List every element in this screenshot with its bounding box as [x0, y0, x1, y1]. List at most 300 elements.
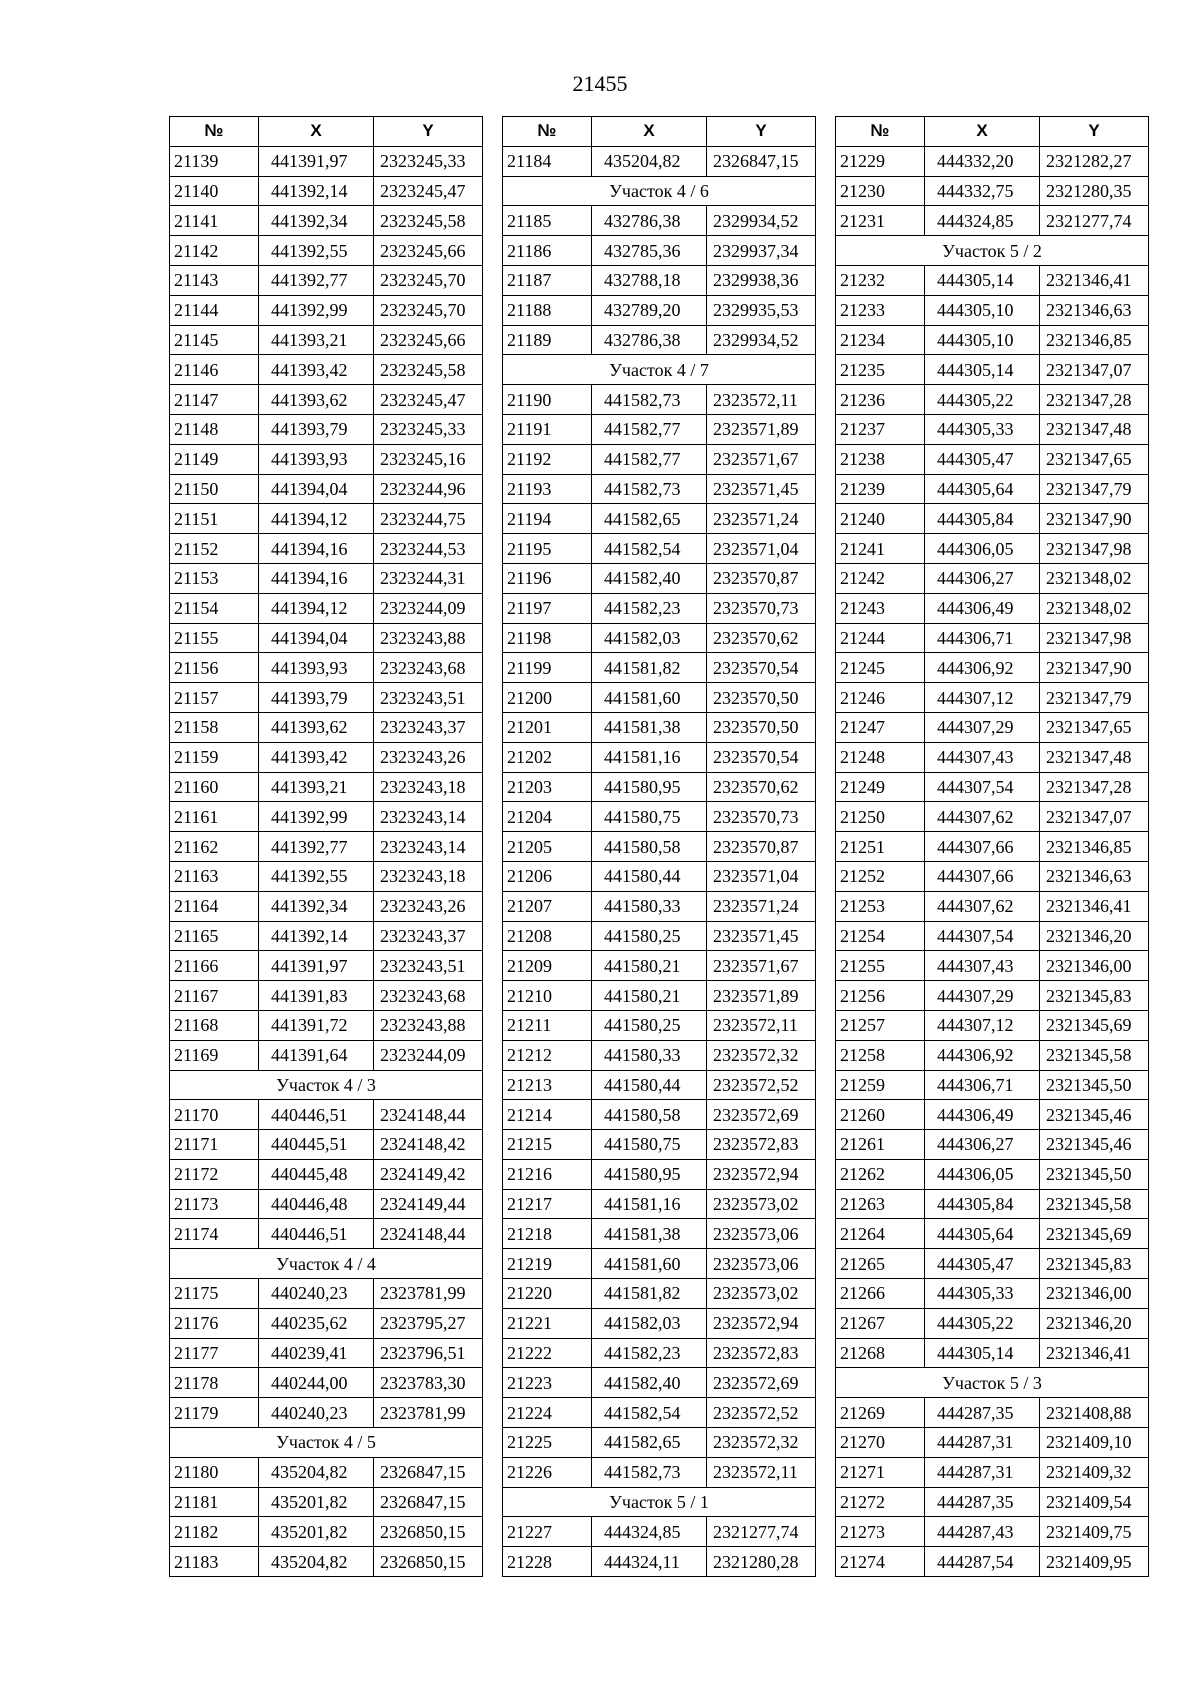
y-coordinate-cell: 2321345,46 — [1040, 1100, 1149, 1130]
x-coordinate-cell: 435204,82 — [259, 1457, 374, 1487]
table-row — [836, 1189, 1149, 1219]
point-number-cell: 21173 — [170, 1189, 259, 1219]
header-x: X — [592, 117, 707, 147]
y-coordinate-cell: 2324149,42 — [374, 1159, 483, 1189]
point-number-cell: 21274 — [836, 1547, 925, 1577]
table-row — [503, 1428, 816, 1458]
x-coordinate-cell: 441581,60 — [592, 1249, 707, 1279]
y-coordinate-cell: 2321347,48 — [1040, 414, 1149, 444]
x-coordinate-cell: 441391,97 — [259, 951, 374, 981]
point-number-cell: 21151 — [170, 504, 259, 534]
point-number-cell: 21235 — [836, 355, 925, 385]
table-row — [170, 593, 483, 623]
table-row — [170, 1040, 483, 1070]
x-coordinate-cell: 441391,64 — [259, 1040, 374, 1070]
point-number-cell: 21157 — [170, 683, 259, 713]
point-number-cell: 21145 — [170, 325, 259, 355]
table-row — [503, 295, 816, 325]
table-row — [503, 1159, 816, 1189]
table-row — [836, 802, 1149, 832]
table-row — [503, 1130, 816, 1160]
y-coordinate-cell: 2323570,50 — [707, 712, 816, 742]
y-coordinate-cell: 2321277,74 — [707, 1517, 816, 1547]
x-coordinate-cell: 444307,62 — [925, 891, 1040, 921]
section-title: Участок 4 / 7 — [503, 355, 816, 385]
x-coordinate-cell: 444307,29 — [925, 981, 1040, 1011]
point-number-cell: 21150 — [170, 474, 259, 504]
x-coordinate-cell: 435204,82 — [592, 146, 707, 176]
page-number: 21455 — [572, 71, 628, 96]
table-row — [836, 623, 1149, 653]
section-row — [836, 1368, 1149, 1398]
y-coordinate-cell: 2323243,37 — [374, 712, 483, 742]
table-row — [503, 1040, 816, 1070]
point-number-cell: 21168 — [170, 1010, 259, 1040]
x-coordinate-cell: 441393,93 — [259, 653, 374, 683]
table-row — [170, 683, 483, 713]
x-coordinate-cell: 444305,47 — [925, 444, 1040, 474]
point-number-cell: 21185 — [503, 206, 592, 236]
point-number-cell: 21232 — [836, 265, 925, 295]
y-coordinate-cell: 2329935,53 — [707, 295, 816, 325]
x-coordinate-cell: 444306,71 — [925, 1070, 1040, 1100]
point-number-cell: 21239 — [836, 474, 925, 504]
y-coordinate-cell: 2323245,33 — [374, 146, 483, 176]
table-row — [170, 176, 483, 206]
point-number-cell: 21162 — [170, 832, 259, 862]
table-row — [503, 414, 816, 444]
x-coordinate-cell: 441582,40 — [592, 563, 707, 593]
table-row — [836, 742, 1149, 772]
y-coordinate-cell: 2321409,32 — [1040, 1457, 1149, 1487]
x-coordinate-cell: 432789,20 — [592, 295, 707, 325]
point-number-cell: 21170 — [170, 1100, 259, 1130]
x-coordinate-cell: 444307,54 — [925, 772, 1040, 802]
x-coordinate-cell: 441582,23 — [592, 593, 707, 623]
y-coordinate-cell: 2323570,62 — [707, 623, 816, 653]
table-row — [170, 712, 483, 742]
table-row — [170, 1457, 483, 1487]
table-row — [503, 1398, 816, 1428]
y-coordinate-cell: 2323243,18 — [374, 861, 483, 891]
x-coordinate-cell: 444306,71 — [925, 623, 1040, 653]
point-number-cell: 21224 — [503, 1398, 592, 1428]
y-coordinate-cell: 2323244,09 — [374, 1040, 483, 1070]
y-coordinate-cell: 2321346,63 — [1040, 295, 1149, 325]
point-number-cell: 21259 — [836, 1070, 925, 1100]
table-row — [170, 1398, 483, 1428]
y-coordinate-cell: 2323571,04 — [707, 861, 816, 891]
x-coordinate-cell: 444306,49 — [925, 593, 1040, 623]
table-row — [836, 1070, 1149, 1100]
table-row — [503, 444, 816, 474]
point-number-cell: 21165 — [170, 921, 259, 951]
y-coordinate-cell: 2323572,94 — [707, 1308, 816, 1338]
x-coordinate-cell: 435201,82 — [259, 1487, 374, 1517]
y-coordinate-cell: 2321409,10 — [1040, 1428, 1149, 1458]
point-number-cell: 21141 — [170, 206, 259, 236]
x-coordinate-cell: 441582,03 — [592, 1308, 707, 1338]
point-number-cell: 21198 — [503, 623, 592, 653]
point-number-cell: 21220 — [503, 1279, 592, 1309]
x-coordinate-cell: 435204,82 — [259, 1547, 374, 1577]
table-row — [503, 1219, 816, 1249]
x-coordinate-cell: 441393,21 — [259, 325, 374, 355]
table-row — [503, 474, 816, 504]
y-coordinate-cell: 2323572,11 — [707, 385, 816, 415]
point-number-cell: 21222 — [503, 1338, 592, 1368]
table-row — [836, 1308, 1149, 1338]
x-coordinate-cell: 441581,60 — [592, 683, 707, 713]
y-coordinate-cell: 2323572,69 — [707, 1100, 816, 1130]
table-row — [836, 534, 1149, 564]
y-coordinate-cell: 2321409,54 — [1040, 1487, 1149, 1517]
x-coordinate-cell: 440239,41 — [259, 1338, 374, 1368]
point-number-cell: 21256 — [836, 981, 925, 1011]
point-number-cell: 21176 — [170, 1308, 259, 1338]
y-coordinate-cell: 2321347,65 — [1040, 444, 1149, 474]
y-coordinate-cell: 2323243,51 — [374, 683, 483, 713]
y-coordinate-cell: 2323795,27 — [374, 1308, 483, 1338]
x-coordinate-cell: 444306,05 — [925, 1159, 1040, 1189]
x-coordinate-cell: 444305,14 — [925, 265, 1040, 295]
x-coordinate-cell: 441394,12 — [259, 593, 374, 623]
x-coordinate-cell: 441391,97 — [259, 146, 374, 176]
y-coordinate-cell: 2324148,42 — [374, 1130, 483, 1160]
header-x: X — [925, 117, 1040, 147]
point-number-cell: 21255 — [836, 951, 925, 981]
table-row — [170, 325, 483, 355]
table-row — [836, 414, 1149, 444]
x-coordinate-cell: 432786,38 — [592, 206, 707, 236]
point-number-cell: 21248 — [836, 742, 925, 772]
y-coordinate-cell: 2321346,00 — [1040, 951, 1149, 981]
x-coordinate-cell: 441393,21 — [259, 772, 374, 802]
section-title: Участок 5 / 1 — [503, 1487, 816, 1517]
x-coordinate-cell: 441580,25 — [592, 1010, 707, 1040]
y-coordinate-cell: 2326850,15 — [374, 1517, 483, 1547]
point-number-cell: 21254 — [836, 921, 925, 951]
y-coordinate-cell: 2321347,90 — [1040, 504, 1149, 534]
x-coordinate-cell: 444305,33 — [925, 414, 1040, 444]
x-coordinate-cell: 441580,25 — [592, 921, 707, 951]
y-coordinate-cell: 2329938,36 — [707, 265, 816, 295]
x-coordinate-cell: 440240,23 — [259, 1279, 374, 1309]
x-coordinate-cell: 444307,43 — [925, 951, 1040, 981]
y-coordinate-cell: 2326847,15 — [374, 1457, 483, 1487]
x-coordinate-cell: 441393,79 — [259, 414, 374, 444]
table-row — [836, 921, 1149, 951]
point-number-cell: 21181 — [170, 1487, 259, 1517]
table-row — [170, 653, 483, 683]
y-coordinate-cell: 2323244,75 — [374, 504, 483, 534]
y-coordinate-cell: 2321347,79 — [1040, 474, 1149, 504]
y-coordinate-cell: 2321347,48 — [1040, 742, 1149, 772]
x-coordinate-cell: 441393,42 — [259, 742, 374, 772]
point-number-cell: 21186 — [503, 236, 592, 266]
point-number-cell: 21219 — [503, 1249, 592, 1279]
y-coordinate-cell: 2326847,15 — [707, 146, 816, 176]
y-coordinate-cell: 2323572,52 — [707, 1070, 816, 1100]
point-number-cell: 21143 — [170, 265, 259, 295]
point-number-cell: 21174 — [170, 1219, 259, 1249]
y-coordinate-cell: 2321347,07 — [1040, 802, 1149, 832]
table-row — [503, 206, 816, 236]
y-coordinate-cell: 2323570,73 — [707, 802, 816, 832]
x-coordinate-cell: 441581,38 — [592, 1219, 707, 1249]
x-coordinate-cell: 441582,65 — [592, 504, 707, 534]
x-coordinate-cell: 440445,51 — [259, 1130, 374, 1160]
point-number-cell: 21156 — [170, 653, 259, 683]
table-row — [836, 891, 1149, 921]
y-coordinate-cell: 2323243,37 — [374, 921, 483, 951]
point-number-cell: 21210 — [503, 981, 592, 1011]
point-number-cell: 21253 — [836, 891, 925, 921]
x-coordinate-cell: 441391,83 — [259, 981, 374, 1011]
point-number-cell: 21189 — [503, 325, 592, 355]
x-coordinate-cell: 441580,33 — [592, 1040, 707, 1070]
x-coordinate-cell: 432788,18 — [592, 265, 707, 295]
y-coordinate-cell: 2321345,69 — [1040, 1219, 1149, 1249]
point-number-cell: 21212 — [503, 1040, 592, 1070]
x-coordinate-cell: 441393,79 — [259, 683, 374, 713]
table-row — [836, 265, 1149, 295]
y-coordinate-cell: 2321409,75 — [1040, 1517, 1149, 1547]
point-number-cell: 21184 — [503, 146, 592, 176]
y-coordinate-cell: 2323571,45 — [707, 921, 816, 951]
y-coordinate-cell: 2323243,18 — [374, 772, 483, 802]
table-row — [170, 236, 483, 266]
x-coordinate-cell: 444307,66 — [925, 832, 1040, 862]
x-coordinate-cell: 444305,47 — [925, 1249, 1040, 1279]
y-coordinate-cell: 2323573,06 — [707, 1249, 816, 1279]
y-coordinate-cell: 2323572,32 — [707, 1428, 816, 1458]
x-coordinate-cell: 440446,51 — [259, 1219, 374, 1249]
point-number-cell: 21240 — [836, 504, 925, 534]
y-coordinate-cell: 2321348,02 — [1040, 563, 1149, 593]
table-row — [503, 1338, 816, 1368]
point-number-cell: 21269 — [836, 1398, 925, 1428]
point-number-cell: 21197 — [503, 593, 592, 623]
table-row — [170, 861, 483, 891]
y-coordinate-cell: 2321346,41 — [1040, 265, 1149, 295]
x-coordinate-cell: 441582,54 — [592, 534, 707, 564]
table-row — [170, 1219, 483, 1249]
point-number-cell: 21221 — [503, 1308, 592, 1338]
y-coordinate-cell: 2323783,30 — [374, 1368, 483, 1398]
y-coordinate-cell: 2323243,68 — [374, 981, 483, 1011]
y-coordinate-cell: 2321345,83 — [1040, 981, 1149, 1011]
y-coordinate-cell: 2323572,32 — [707, 1040, 816, 1070]
point-number-cell: 21250 — [836, 802, 925, 832]
x-coordinate-cell: 441580,44 — [592, 861, 707, 891]
x-coordinate-cell: 441392,99 — [259, 295, 374, 325]
point-number-cell: 21172 — [170, 1159, 259, 1189]
point-number-cell: 21213 — [503, 1070, 592, 1100]
x-coordinate-cell: 441391,72 — [259, 1010, 374, 1040]
point-number-cell: 21242 — [836, 563, 925, 593]
point-number-cell: 21225 — [503, 1428, 592, 1458]
y-coordinate-cell: 2323245,33 — [374, 414, 483, 444]
point-number-cell: 21218 — [503, 1219, 592, 1249]
point-number-cell: 21266 — [836, 1279, 925, 1309]
x-coordinate-cell: 441394,16 — [259, 534, 374, 564]
y-coordinate-cell: 2323245,47 — [374, 176, 483, 206]
x-coordinate-cell: 441582,73 — [592, 385, 707, 415]
point-number-cell: 21217 — [503, 1189, 592, 1219]
table-row — [170, 981, 483, 1011]
table-row — [170, 265, 483, 295]
x-coordinate-cell: 444307,54 — [925, 921, 1040, 951]
y-coordinate-cell: 2321347,98 — [1040, 623, 1149, 653]
point-number-cell: 21257 — [836, 1010, 925, 1040]
y-coordinate-cell: 2323572,94 — [707, 1159, 816, 1189]
table-row — [503, 802, 816, 832]
section-row — [170, 1428, 483, 1458]
y-coordinate-cell: 2321345,83 — [1040, 1249, 1149, 1279]
y-coordinate-cell: 2323571,45 — [707, 474, 816, 504]
x-coordinate-cell: 441580,44 — [592, 1070, 707, 1100]
point-number-cell: 21164 — [170, 891, 259, 921]
point-number-cell: 21209 — [503, 951, 592, 981]
x-coordinate-cell: 444287,31 — [925, 1457, 1040, 1487]
table-row — [170, 1308, 483, 1338]
table-row — [503, 1189, 816, 1219]
x-coordinate-cell: 444305,22 — [925, 1308, 1040, 1338]
point-number-cell: 21178 — [170, 1368, 259, 1398]
table-row — [503, 1308, 816, 1338]
table-row — [836, 1249, 1149, 1279]
y-coordinate-cell: 2323572,11 — [707, 1010, 816, 1040]
y-coordinate-cell: 2321345,58 — [1040, 1189, 1149, 1219]
header-x: X — [259, 117, 374, 147]
y-coordinate-cell: 2321346,41 — [1040, 1338, 1149, 1368]
point-number-cell: 21211 — [503, 1010, 592, 1040]
point-number-cell: 21262 — [836, 1159, 925, 1189]
x-coordinate-cell: 444324,11 — [592, 1547, 707, 1577]
y-coordinate-cell: 2323243,14 — [374, 832, 483, 862]
x-coordinate-cell: 441393,93 — [259, 444, 374, 474]
y-coordinate-cell: 2323245,66 — [374, 236, 483, 266]
point-number-cell: 21216 — [503, 1159, 592, 1189]
point-number-cell: 21268 — [836, 1338, 925, 1368]
y-coordinate-cell: 2323244,31 — [374, 563, 483, 593]
y-coordinate-cell: 2323796,51 — [374, 1338, 483, 1368]
y-coordinate-cell: 2321345,46 — [1040, 1130, 1149, 1160]
y-coordinate-cell: 2323571,89 — [707, 981, 816, 1011]
x-coordinate-cell: 444305,64 — [925, 474, 1040, 504]
y-coordinate-cell: 2324149,44 — [374, 1189, 483, 1219]
point-number-cell: 21202 — [503, 742, 592, 772]
x-coordinate-cell: 444305,14 — [925, 355, 1040, 385]
table-row — [170, 385, 483, 415]
x-coordinate-cell: 441582,73 — [592, 474, 707, 504]
y-coordinate-cell: 2324148,44 — [374, 1219, 483, 1249]
table-row — [836, 1040, 1149, 1070]
x-coordinate-cell: 444305,33 — [925, 1279, 1040, 1309]
header-y: Y — [374, 117, 483, 147]
table-row — [836, 981, 1149, 1011]
x-coordinate-cell: 441580,95 — [592, 1159, 707, 1189]
y-coordinate-cell: 2323573,06 — [707, 1219, 816, 1249]
x-coordinate-cell: 444287,31 — [925, 1428, 1040, 1458]
point-number-cell: 21166 — [170, 951, 259, 981]
table-row — [170, 355, 483, 385]
point-number-cell: 21196 — [503, 563, 592, 593]
table-row — [836, 504, 1149, 534]
header-number: № — [170, 117, 259, 147]
point-number-cell: 21206 — [503, 861, 592, 891]
table-row — [170, 206, 483, 236]
point-number-cell: 21205 — [503, 832, 592, 862]
y-coordinate-cell: 2323572,69 — [707, 1368, 816, 1398]
y-coordinate-cell: 2321346,85 — [1040, 832, 1149, 862]
y-coordinate-cell: 2323572,83 — [707, 1130, 816, 1160]
table-row — [503, 1100, 816, 1130]
x-coordinate-cell: 441394,04 — [259, 474, 374, 504]
y-coordinate-cell: 2321346,41 — [1040, 891, 1149, 921]
y-coordinate-cell: 2329937,34 — [707, 236, 816, 266]
section-row — [170, 1070, 483, 1100]
table-row — [836, 146, 1149, 176]
table-row — [170, 1517, 483, 1547]
table-row — [503, 772, 816, 802]
x-coordinate-cell: 444287,35 — [925, 1487, 1040, 1517]
x-coordinate-cell: 432786,38 — [592, 325, 707, 355]
table-row — [503, 1457, 816, 1487]
table-row — [836, 385, 1149, 415]
point-number-cell: 21158 — [170, 712, 259, 742]
section-title: Участок 5 / 2 — [836, 236, 1149, 266]
x-coordinate-cell: 441580,33 — [592, 891, 707, 921]
point-number-cell: 21236 — [836, 385, 925, 415]
y-coordinate-cell: 2323570,50 — [707, 683, 816, 713]
point-number-cell: 21223 — [503, 1368, 592, 1398]
table-row — [170, 1010, 483, 1040]
y-coordinate-cell: 2323245,70 — [374, 295, 483, 325]
x-coordinate-cell: 441581,16 — [592, 742, 707, 772]
y-coordinate-cell: 2323570,73 — [707, 593, 816, 623]
table-row — [170, 623, 483, 653]
x-coordinate-cell: 441394,04 — [259, 623, 374, 653]
x-coordinate-cell: 441582,03 — [592, 623, 707, 653]
y-coordinate-cell: 2321346,20 — [1040, 1308, 1149, 1338]
point-number-cell: 21159 — [170, 742, 259, 772]
table-row — [836, 1517, 1149, 1547]
table-row — [503, 504, 816, 534]
y-coordinate-cell: 2321280,35 — [1040, 176, 1149, 206]
y-coordinate-cell: 2323571,04 — [707, 534, 816, 564]
header-y: Y — [707, 117, 816, 147]
point-number-cell: 21234 — [836, 325, 925, 355]
table-row — [170, 1130, 483, 1160]
y-coordinate-cell: 2323243,88 — [374, 1010, 483, 1040]
table-row — [503, 593, 816, 623]
x-coordinate-cell: 444305,10 — [925, 325, 1040, 355]
point-number-cell: 21237 — [836, 414, 925, 444]
point-number-cell: 21273 — [836, 1517, 925, 1547]
point-number-cell: 21182 — [170, 1517, 259, 1547]
table-row — [170, 444, 483, 474]
y-coordinate-cell: 2323243,88 — [374, 623, 483, 653]
point-number-cell: 21270 — [836, 1428, 925, 1458]
y-coordinate-cell: 2326850,15 — [374, 1547, 483, 1577]
table-row — [836, 1398, 1149, 1428]
table-row — [836, 712, 1149, 742]
y-coordinate-cell: 2329934,52 — [707, 206, 816, 236]
x-coordinate-cell: 441580,21 — [592, 981, 707, 1011]
table-row — [836, 772, 1149, 802]
